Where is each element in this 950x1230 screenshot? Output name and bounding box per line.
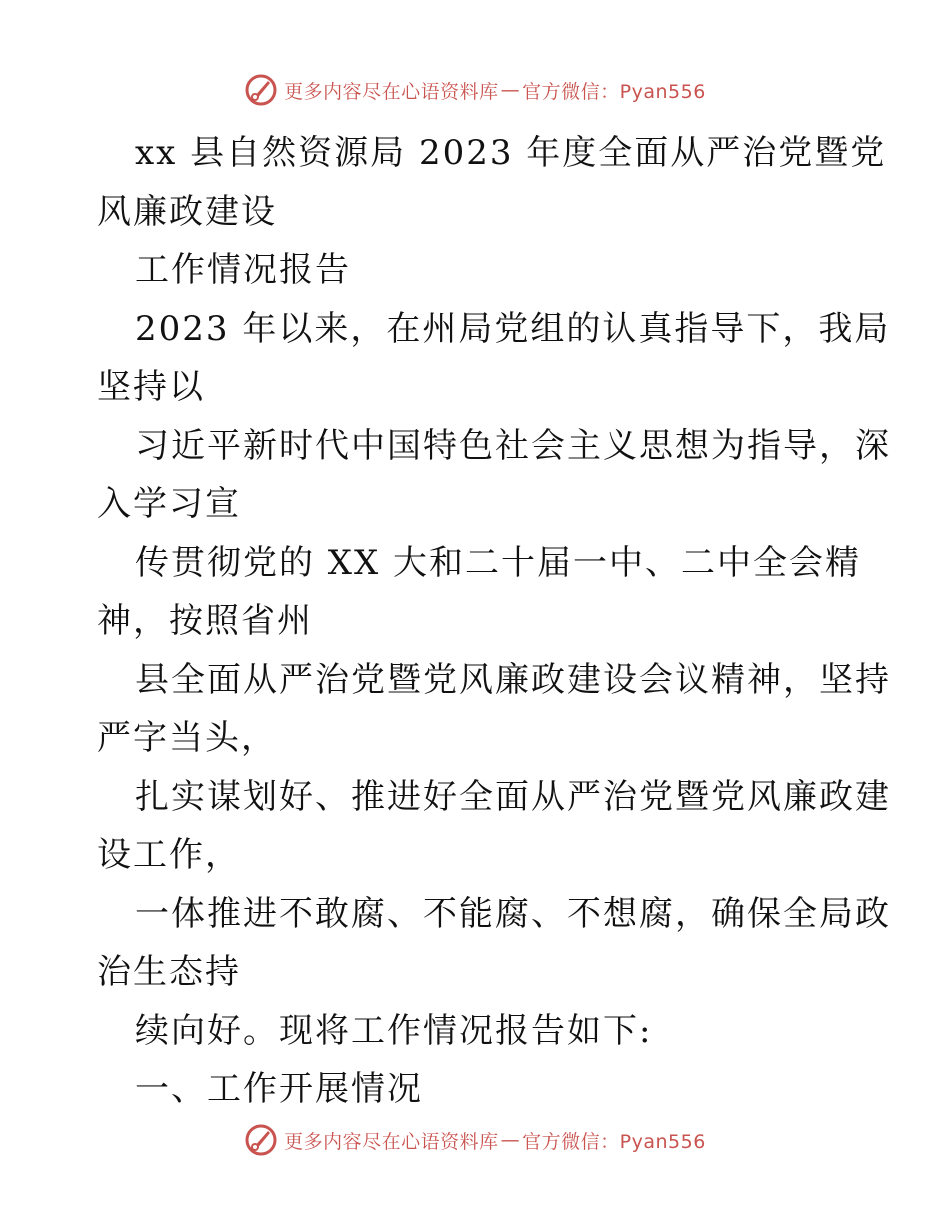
watermark-separator: — bbox=[500, 79, 521, 101]
document-line: 2023 年以来，在州局党组的认真指导下，我局 bbox=[135, 308, 891, 349]
document-line: 设工作， bbox=[97, 835, 241, 875]
document-line: 习近平新时代中国特色社会主义思想为指导，深 bbox=[135, 425, 891, 466]
document-line: xx 县自然资源局 2023 年度全面从严治党暨党 bbox=[135, 133, 887, 173]
document-line: 一体推进不敢腐、不能腐、不想腐，确保全局政 bbox=[135, 893, 891, 934]
watermark-banner-top bbox=[0, 70, 950, 110]
quill-logo-icon bbox=[244, 1123, 278, 1157]
quill-logo-icon bbox=[244, 73, 278, 107]
document-line: 入学习宣 bbox=[97, 484, 241, 524]
watermark-banner-bottom bbox=[0, 1120, 950, 1160]
document-line: 工作情况报告 bbox=[135, 250, 351, 290]
watermark-text: 更多内容尽在心语资料库 bbox=[284, 80, 499, 103]
document-line: 县全面从严治党暨党风廉政建设会议精神，坚持 bbox=[135, 659, 891, 700]
document-line: 坚持以 bbox=[97, 367, 205, 407]
document-line: 神，按照省州 bbox=[97, 601, 313, 641]
document-line: 治生态持 bbox=[97, 952, 241, 992]
document-line: 传贯彻党的 XX 大和二十届一中、二中全会精 bbox=[135, 542, 862, 583]
document-line: 续向好。现将工作情况报告如下: bbox=[135, 1010, 653, 1051]
watermark-text: 更多内容尽在心语资料库 bbox=[284, 1130, 499, 1153]
watermark-suffix: 官方微信：Pyan556 bbox=[522, 80, 706, 103]
document-body bbox=[97, 124, 891, 1119]
document-line: 一、工作开展情况 bbox=[135, 1069, 423, 1109]
document-line: 扎实谋划好、推进好全面从严治党暨党风廉政建 bbox=[135, 776, 891, 817]
watermark-suffix: 官方微信：Pyan556 bbox=[522, 1130, 706, 1153]
document-line: 严字当头， bbox=[97, 718, 277, 758]
watermark-separator: — bbox=[500, 1129, 521, 1151]
document-line: 风廉政建设 bbox=[97, 191, 277, 232]
